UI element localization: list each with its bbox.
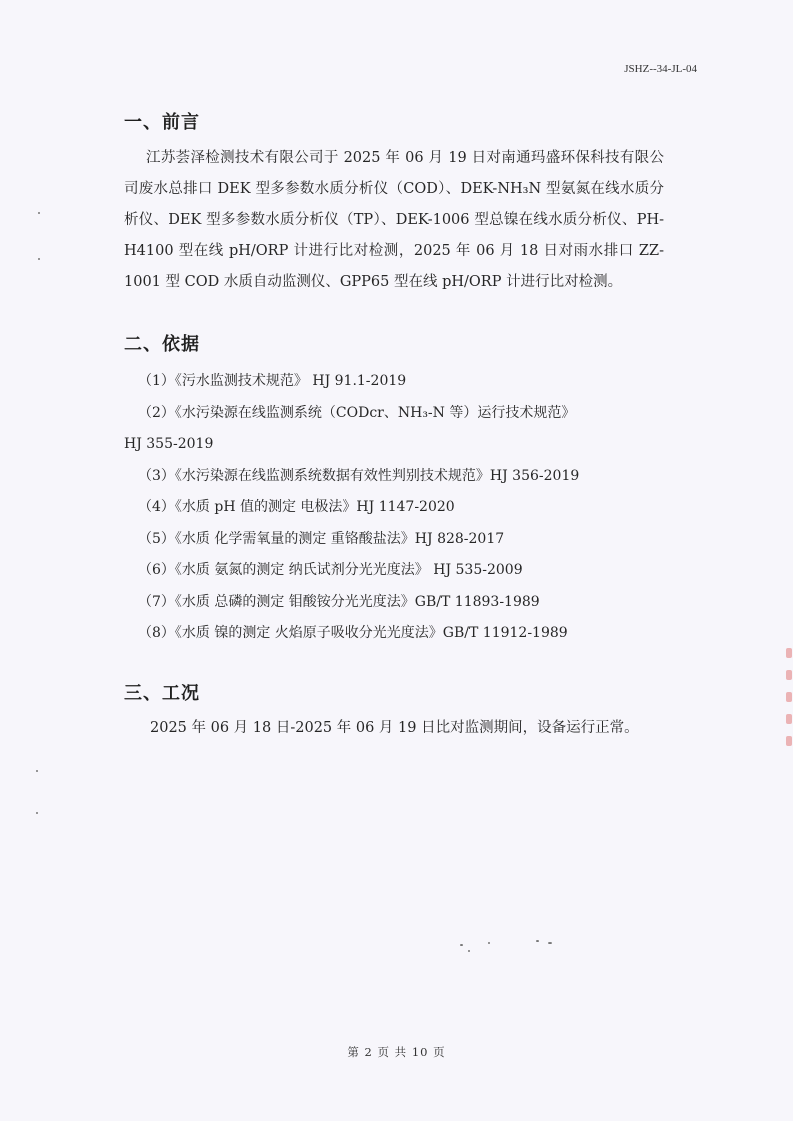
page-footer: 第 2 页 共 10 页	[347, 1045, 446, 1059]
scan-speck	[38, 212, 40, 214]
scan-speck	[38, 258, 40, 260]
section-title-basis: 二、依据	[124, 334, 200, 355]
scan-speck	[488, 942, 490, 944]
scan-speck	[548, 942, 552, 944]
seal-edge-mark	[783, 640, 793, 750]
reference-item: （2）《水污染源在线监测系统（CODcr、NH₃-N 等）运行技术规范》	[138, 404, 576, 421]
reference-item: （6）《水质 氨氮的测定 纳氏试剂分光光度法》 HJ 535-2009	[138, 562, 523, 578]
reference-item: （8）《水质 镍的测定 火焰原子吸收分光光度法》GB/T 11912-1989	[138, 625, 568, 641]
reference-item: （3）《水污染源在线监测系统数据有效性判别技术规范》HJ 356-2019	[138, 467, 580, 484]
document-code: JSHZ--34-JL-04	[624, 63, 697, 75]
reference-item: （5）《水质 化学需氧量的测定 重铬酸盐法》HJ 828-2017	[138, 530, 505, 547]
conditions-text: 2025 年 06 月 18 日-2025 年 06 月 19 日比对监测期间，设备运行正常。	[150, 720, 639, 736]
reference-item: （1）《污水监测技术规范》 HJ 91.1-2019	[138, 373, 407, 389]
preface-paragraph: 江苏荟泽检测技术有限公司于 2025 年 06 月 19 日对南通玛盛环保科技有限公司废水总排口 DEK 型多参数水质分析仪（COD）、DEK-NH₃N 型氨氮在线水质分析仪、DEK 型多参数水质分析仪（TP）、DEK-1006 型总镍在线水质分析仪、PH-H4100 型在线 pH/ORP 计进行比对检测，2025 年 06 月 18 日对雨水排口 ZZ-1001 型 COD 水质自动监测仪、GPP65 型在线 pH/ORP 计进行比对检测。	[124, 150, 664, 290]
reference-item: （7）《水质 总磷的测定 钼酸铵分光光度法》GB/T 11893-1989	[138, 593, 540, 610]
scan-speck	[536, 940, 539, 942]
scan-speck	[36, 812, 38, 814]
reference-item-continued: HJ 355-2019	[124, 436, 214, 452]
scan-speck	[460, 944, 463, 946]
reference-list	[124, 366, 678, 650]
section-title-conditions: 三、工况	[124, 683, 200, 704]
scan-speck	[36, 770, 38, 772]
section-title-preface: 一、前言	[124, 112, 200, 133]
scan-speck	[468, 950, 470, 952]
reference-item: （4）《水质 pH 值的测定 电极法》HJ 1147-2020	[138, 499, 455, 515]
